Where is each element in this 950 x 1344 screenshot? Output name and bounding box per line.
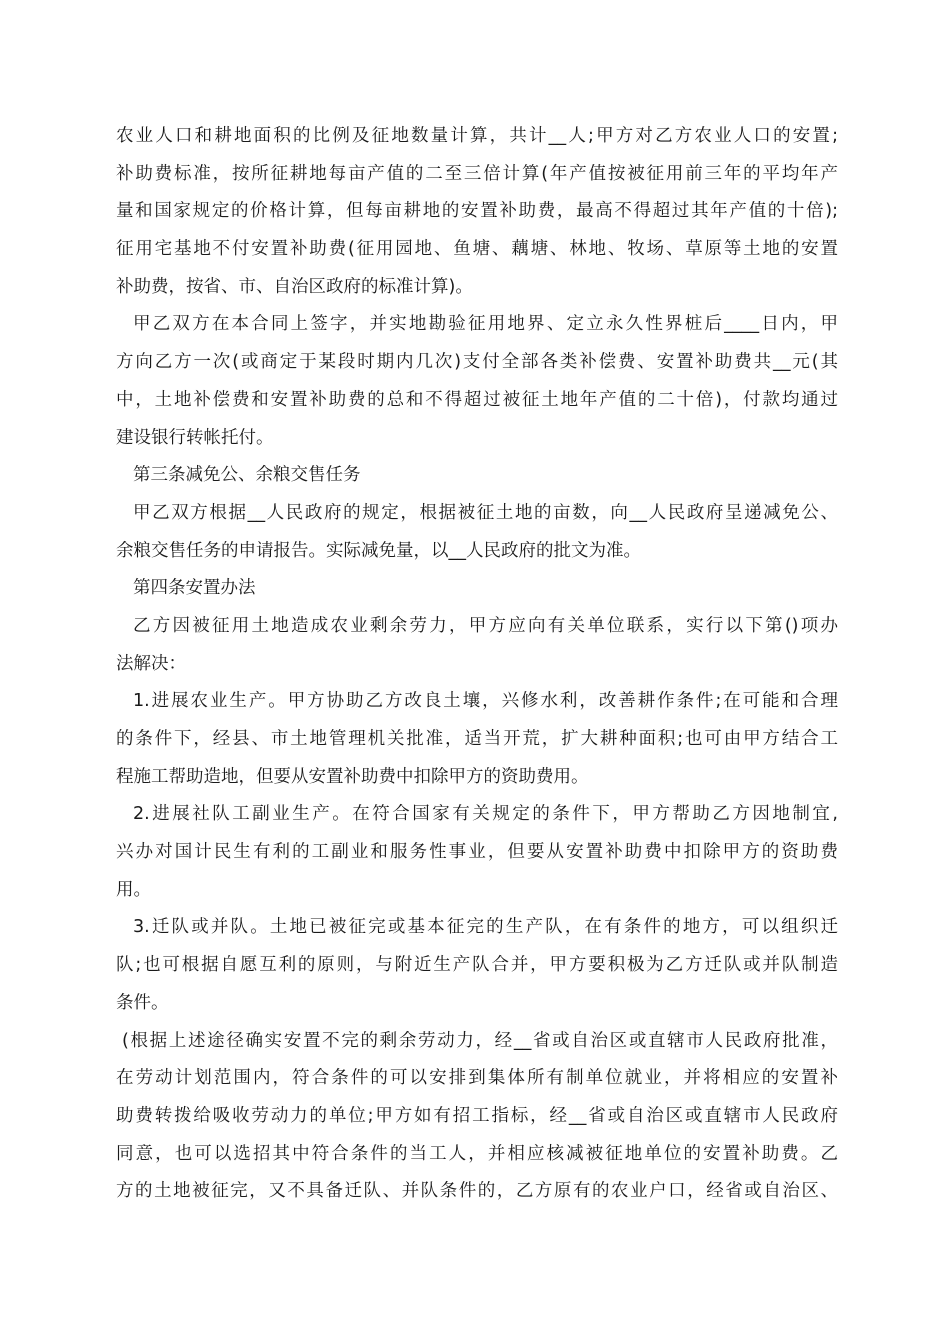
text-line-18: 程施工帮助造地，但要从安置补助费中扣除甲方的资助费用。	[116, 766, 589, 787]
text-line-11: 甲乙双方根据__人民政府的规定，根据被征土地的亩数，向__人民政府呈递减免公、	[133, 502, 838, 523]
section-heading-3: 第三条减免公、余粮交售任务	[133, 465, 361, 486]
text-line-29: 方的土地被征完，又不具备迁队、并队条件的，乙方原有的农业户口，经省或自治区、	[116, 1181, 838, 1202]
section-heading-4: 第四条安置办法	[133, 578, 256, 599]
text-line-26: 在劳动计划范围内，符合条件的可以安排到集体所有制单位就业，并将相应的安置补	[116, 1068, 838, 1089]
text-line-17: 的条件下，经县、市土地管理机关批准，适当开荒，扩大耕种面积;也可由甲方结合工	[116, 729, 838, 749]
text-line-6: 甲乙双方在本合同上签字，并实地勘验征用地界、定立永久性界桩后____日内，甲	[133, 314, 838, 335]
text-line-4: 征用宅基地不付安置补助费(征用园地、鱼塘、藕塘、林地、牧场、草原等土地的安置	[116, 239, 838, 260]
text-line-28: 同意，也可以选招其中符合条件的当工人，并相应核减被征地单位的安置补助费。乙	[116, 1143, 838, 1164]
text-line-3: 量和国家规定的价格计算，但每亩耕地的安置补助费，最高不得超过其年产值的十倍);	[116, 201, 838, 222]
text-line-16: 1.进展农业生产。甲方协助乙方改良土壤，兴修水利，改善耕作条件;在可能和合理	[133, 691, 838, 712]
text-line-14: 乙方因被征用土地造成农业剩余劳力，甲方应向有关单位联系，实行以下第()项办	[133, 615, 838, 636]
text-line-2: 补助费标准，按所征耕地每亩产值的二至三倍计算(年产值按被征用前三年的平均年产	[116, 163, 838, 184]
document-body	[116, 118, 838, 1211]
text-line-12: 余粮交售任务的申请报告。实际减免量，以__人民政府的批文为准。	[116, 540, 641, 561]
text-line-22: 3.迁队或并队。土地已被征完或基本征完的生产队，在有条件的地方，可以组织迁	[133, 917, 838, 938]
text-line-7: 方向乙方一次(或商定于某段时期内几次)支付全部各类补偿费、安置补助费共__元(其	[116, 352, 838, 373]
text-line-19: 2.进展社队工副业生产。在符合国家有关规定的条件下，甲方帮助乙方因地制宜,	[133, 804, 838, 825]
text-line-25: (根据上述途径确实安置不完的剩余劳动力，经__省或自治区或直辖市人民政府批准，	[122, 1030, 838, 1051]
text-line-23: 队;也可根据自愿互利的原则，与附近生产队合并，甲方要积极为乙方迁队或并队制造	[116, 955, 838, 976]
text-line-21: 用。	[116, 879, 151, 900]
text-line-5: 补助费，按省、市、自治区政府的标准计算)。	[116, 276, 473, 297]
text-line-8: 中，土地补偿费和安置补助费的总和不得超过被征土地年产值的二十倍)，付款均通过	[116, 389, 838, 410]
text-line-9: 建设银行转帐托付。	[116, 427, 274, 448]
text-line-20: 兴办对国计民生有利的工副业和服务性事业，但要从安置补助费中扣除甲方的资助费	[116, 842, 838, 863]
text-line-1: 农业人口和耕地面积的比例及征地数量计算，共计__人;甲方对乙方农业人口的安置;	[116, 126, 838, 146]
text-line-15: 法解决：	[116, 653, 186, 674]
text-line-27: 助费转拨给吸收劳动力的单位;甲方如有招工指标，经__省或自治区或直辖市人民政府	[116, 1105, 838, 1126]
text-line-24: 条件。	[116, 992, 169, 1013]
